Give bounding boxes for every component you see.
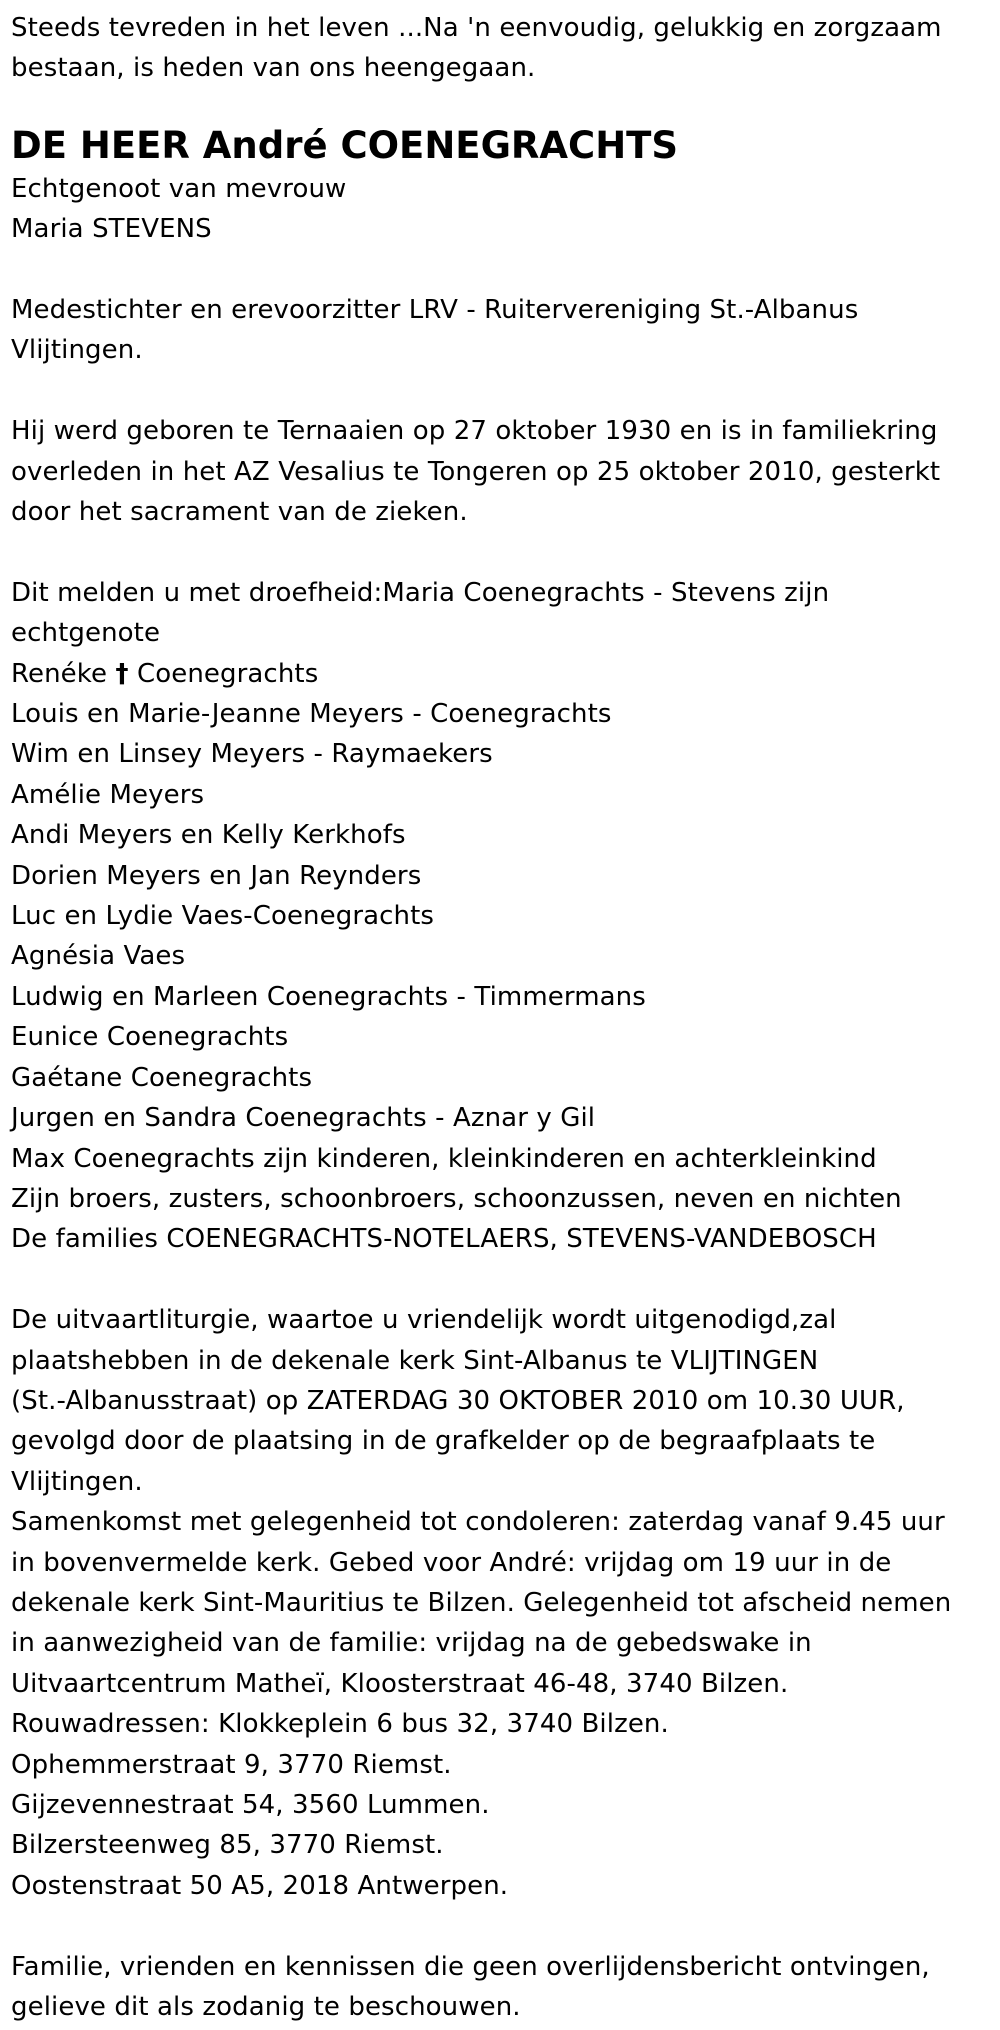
obituary-notice [11,8,991,2027]
spacer [11,1906,991,1946]
family-member: Ludwig en Marleen Coenegrachts - Timmermans [11,981,646,1012]
funeral-line: Bilzersteenweg 85, 3770 Riemst. [11,1830,444,1861]
funeral-line: in bovenvermelde kerk. Gebed voor André: vrijdag om 19 uur in de [11,1547,892,1578]
funeral-line: (St.-Albanusstraat) op ZATERDAG 30 OKTOBER 2010 om 10.30 UUR, [11,1385,905,1416]
role-line: Vlijtingen. [11,335,143,366]
birth-death-line: overleden in het AZ Vesalius te Tongeren op 25 oktober 2010, gesterkt [11,456,941,487]
funeral-info [11,1300,991,1906]
spacer [11,371,991,411]
family-member: Eunice Coenegrachts [11,1022,289,1053]
funeral-line: Samenkomst met gelegenheid tot condoleren: zaterdag vanaf 9.45 uur [11,1507,945,1538]
family-intro-line: echtgenote [11,618,161,649]
family-member: Louis en Marie-Jeanne Meyers - Coenegrachts [11,699,612,730]
funeral-line: plaatshebben in de dekenale kerk Sint-Albanus te VLIJTINGEN [11,1345,819,1376]
funeral-line: Uitvaartcentrum Matheï, Kloosterstraat 46-48, 3740 Bilzen. [11,1668,789,1699]
cross-icon: † [115,658,129,689]
intro-text [11,8,991,89]
funeral-line: Rouwadressen: Klokkeplein 6 bus 32, 3740 Bilzen. [11,1709,669,1740]
family-member: Max Coenegrachts zijn kinderen, kleinkinderen en achterkleinkind [11,1143,877,1174]
closing-line: Familie, vrienden en kennissen die geen overlijdensbericht ontvingen, [11,1951,930,1982]
family-member-first-name: Renéke [11,658,108,689]
intro-line: Steeds tevreden in het leven ...Na 'n eenvoudig, gelukkig en zorgzaam [11,13,942,43]
spouse-info [11,169,991,250]
family-member: Amélie Meyers [11,779,205,810]
funeral-line: Ophemmerstraat 9, 3770 Riemst. [11,1749,452,1780]
intro-line: bestaan, is heden van ons heengegaan. [11,53,536,84]
family-list [11,573,991,1260]
family-intro-line: Dit melden u met droefheid:Maria Coenegrachts - Stevens zijn [11,577,830,608]
deceased-name: DE HEER André COENEGRACHTS [11,123,679,167]
spouse-line: Echtgenoot van mevrouw [11,173,347,204]
family-member-last-name: Coenegrachts [136,658,319,689]
role-info [11,290,991,371]
family-member: Gaétane Coenegrachts [11,1062,313,1093]
role-line: Medestichter en erevoorzitter LRV - Ruitervereniging St.-Albanus [11,295,859,326]
family-member: Jurgen en Sandra Coenegrachts - Aznar y Gil [11,1103,596,1134]
spouse-line: Maria STEVENS [11,214,212,245]
funeral-line: Gijzevennestraat 54, 3560 Lummen. [11,1790,490,1820]
funeral-line: in aanwezigheid van de familie: vrijdag na de gebedswake in [11,1628,812,1659]
family-member: De families COENEGRACHTS-NOTELAERS, STEVENS-VANDEBOSCH [11,1224,877,1255]
family-member: Andi Meyers en Kelly Kerkhofs [11,820,406,851]
closing-line: gelieve dit als zodanig te beschouwen. [11,1992,521,2023]
family-member: Agnésia Vaes [11,941,186,972]
family-member: Zijn broers, zusters, schoonbroers, schoonzussen, neven en nichten [11,1183,902,1214]
family-member: Luc en Lydie Vaes-Coenegrachts [11,901,435,932]
closing-note [11,1947,991,2028]
birth-death-line: door het sacrament van de zieken. [11,497,468,528]
funeral-line: gevolgd door de plaatsing in de grafkelder op de begraafplaats te [11,1426,876,1457]
spacer [11,250,991,290]
family-member: Dorien Meyers en Jan Reynders [11,860,422,891]
family-member-deceased [11,654,991,694]
family-member: Wim en Linsey Meyers - Raymaekers [11,739,493,770]
funeral-line: Vlijtingen. [11,1466,143,1497]
birth-death-line: Hij werd geboren te Ternaaien op 27 oktober 1930 en is in familiekring [11,416,938,447]
birth-death-info [11,411,991,532]
spacer [11,532,991,572]
funeral-line: dekenale kerk Sint-Mauritius te Bilzen. Gelegenheid tot afscheid nemen [11,1587,952,1618]
funeral-line: Oostenstraat 50 A5, 2018 Antwerpen. [11,1870,509,1901]
spacer [11,1260,991,1300]
funeral-line: De uitvaartliturgie, waartoe u vriendelijk wordt uitgenodigd,zal [11,1305,837,1336]
